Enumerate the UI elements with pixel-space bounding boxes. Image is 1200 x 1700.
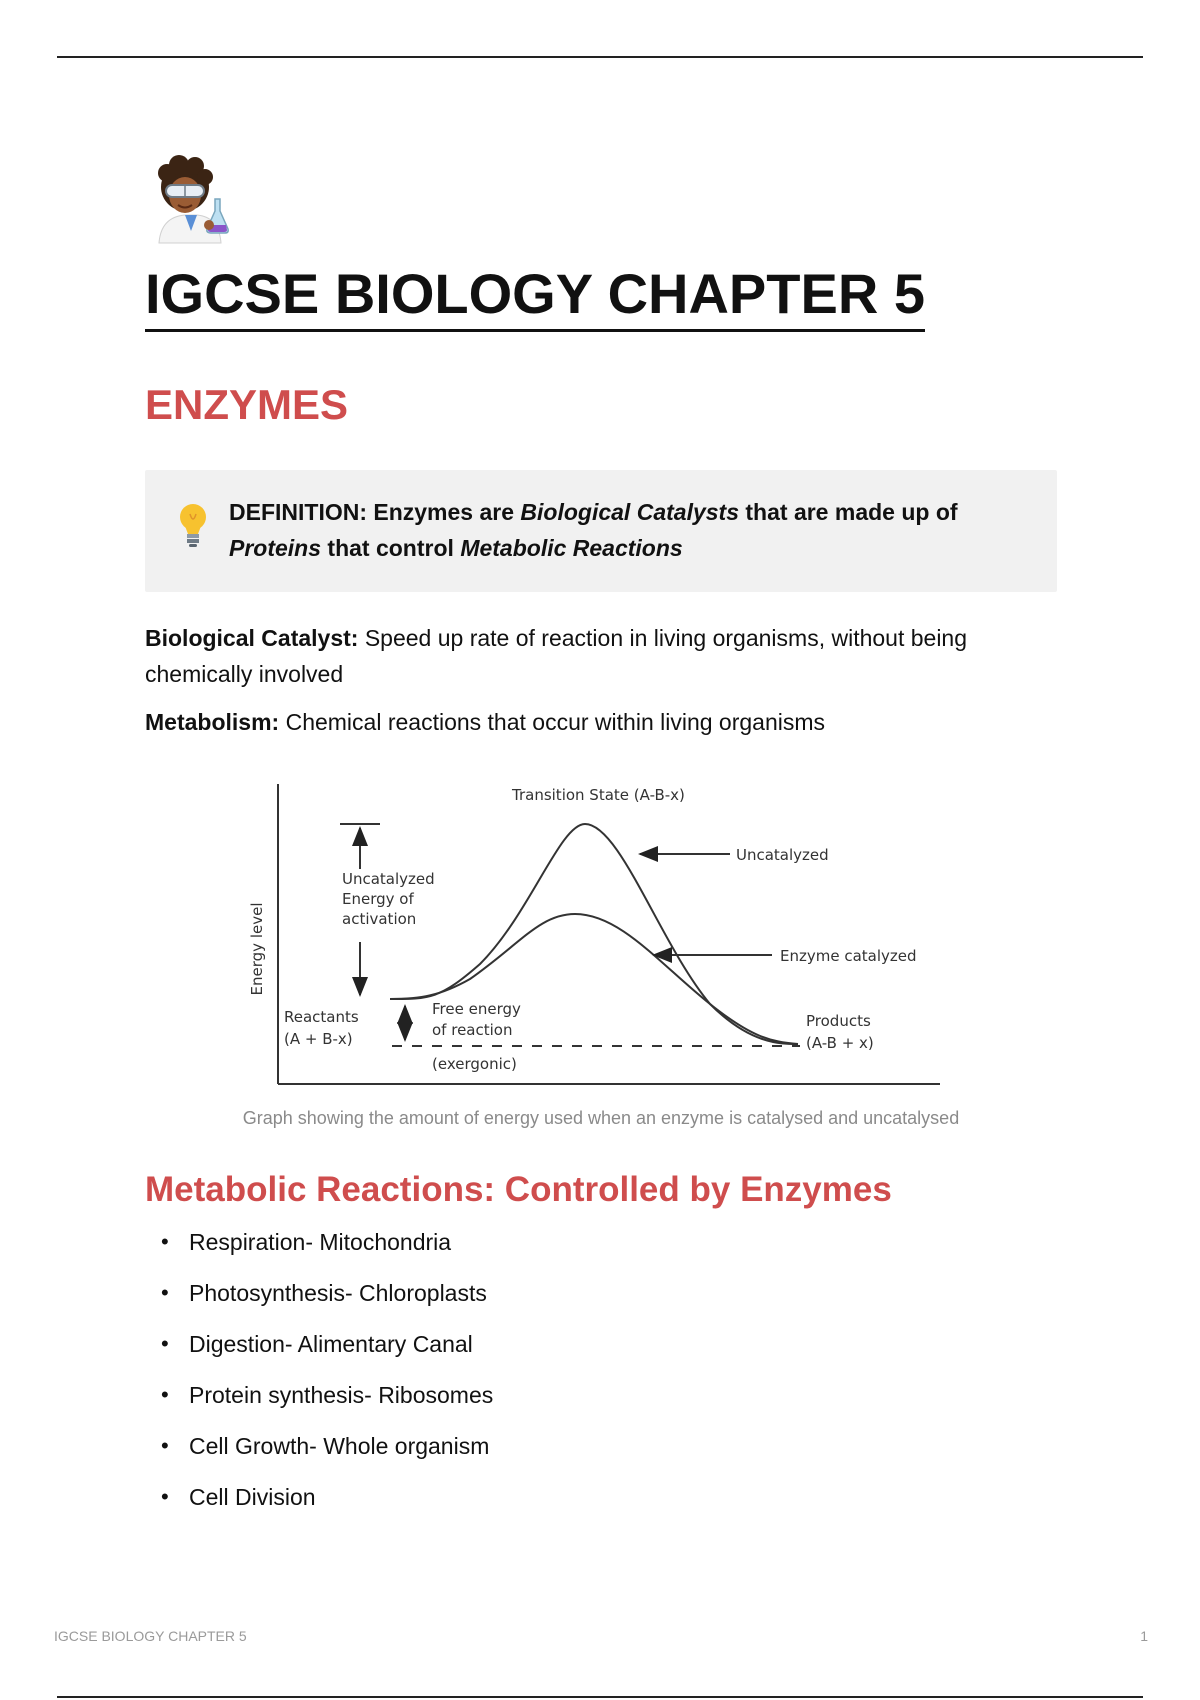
energy-diagram bbox=[240, 774, 940, 1094]
list-item-text: Protein synthesis- Ribosomes bbox=[189, 1382, 494, 1409]
definition-mid-text-2: that control bbox=[321, 534, 461, 561]
definition-body: Speed up rate of reaction in living organisms, without being chemically involved bbox=[145, 624, 968, 687]
scientist-icon bbox=[145, 155, 235, 245]
free-energy-label-3: (exergonic) bbox=[432, 1054, 517, 1073]
list-item-text: Cell Growth- Whole organism bbox=[189, 1433, 490, 1460]
bullet-icon: • bbox=[161, 1433, 169, 1459]
top-rule bbox=[57, 56, 1143, 58]
page-title: IGCSE BIOLOGY CHAPTER 5 bbox=[145, 263, 925, 332]
reactants-label-2: (A + B-x) bbox=[284, 1029, 353, 1048]
list-item-text: Respiration- Mitochondria bbox=[189, 1229, 452, 1256]
list-item-text: Digestion- Alimentary Canal bbox=[189, 1331, 473, 1358]
bullet-icon: • bbox=[161, 1280, 169, 1306]
definition-emphasis-proteins: Proteins bbox=[229, 534, 322, 561]
definition-body: Chemical reactions that occur within living organisms bbox=[279, 708, 826, 735]
energy-diagram-figure bbox=[240, 774, 940, 1094]
reactants-label-1: Reactants bbox=[284, 1007, 359, 1026]
definition-mid-text: that are made up of bbox=[739, 498, 958, 525]
figure-caption: Graph showing the amount of energy used when an enzyme is catalysed and uncatalysed bbox=[242, 1107, 960, 1128]
activation-label-2: Energy of bbox=[342, 889, 414, 908]
list-item bbox=[145, 1229, 1057, 1280]
bullet-icon: • bbox=[161, 1382, 169, 1408]
bullet-icon: • bbox=[161, 1331, 169, 1357]
y-axis-label: Energy level bbox=[248, 902, 266, 996]
catalyzed-label: Enzyme catalyzed bbox=[780, 946, 917, 965]
products-label-1: Products bbox=[806, 1011, 871, 1030]
footer-title: IGCSE BIOLOGY CHAPTER 5 bbox=[54, 1628, 247, 1644]
bullet-icon: • bbox=[161, 1229, 169, 1255]
definition-term: Metabolism: bbox=[145, 708, 280, 735]
lightbulb-icon bbox=[171, 500, 215, 550]
transition-state-label: Transition State (A-B-x) bbox=[512, 785, 685, 804]
bottom-rule bbox=[57, 1696, 1143, 1698]
list-item-text: Cell Division bbox=[189, 1484, 316, 1511]
bullet-icon: • bbox=[161, 1484, 169, 1510]
products-label-2: (A-B + x) bbox=[806, 1033, 874, 1052]
list-item bbox=[145, 1331, 1057, 1382]
metabolic-reactions-heading: Metabolic Reactions: Controlled by Enzymes bbox=[145, 1169, 892, 1209]
list-item-text: Photosynthesis- Chloroplasts bbox=[189, 1280, 487, 1307]
definition-callout bbox=[145, 470, 1057, 592]
free-energy-label-1: Free energy bbox=[432, 999, 521, 1018]
activation-label-1: Uncatalyzed bbox=[342, 869, 435, 888]
metabolic-reactions-list bbox=[145, 1229, 1057, 1535]
definition-lead: DEFINITION: Enzymes are bbox=[229, 498, 521, 525]
free-energy-label-2: of reaction bbox=[432, 1020, 513, 1039]
list-item bbox=[145, 1382, 1057, 1433]
document-body bbox=[145, 155, 1057, 1535]
section-heading: ENZYMES bbox=[145, 380, 349, 428]
page-number: 1 bbox=[1140, 1628, 1148, 1644]
definition-emphasis-catalysts: Biological Catalysts bbox=[520, 498, 739, 525]
list-item bbox=[145, 1484, 1057, 1535]
list-item bbox=[145, 1433, 1057, 1484]
biological-catalyst-definition bbox=[145, 620, 1057, 692]
definition-term: Biological Catalyst: bbox=[145, 624, 359, 651]
metabolism-definition bbox=[145, 704, 1057, 740]
activation-label-3: activation bbox=[342, 909, 417, 928]
definition-text bbox=[229, 494, 1017, 566]
definition-emphasis-metabolic: Metabolic Reactions bbox=[460, 534, 683, 561]
uncatalyzed-label: Uncatalyzed bbox=[736, 845, 829, 864]
list-item bbox=[145, 1280, 1057, 1331]
